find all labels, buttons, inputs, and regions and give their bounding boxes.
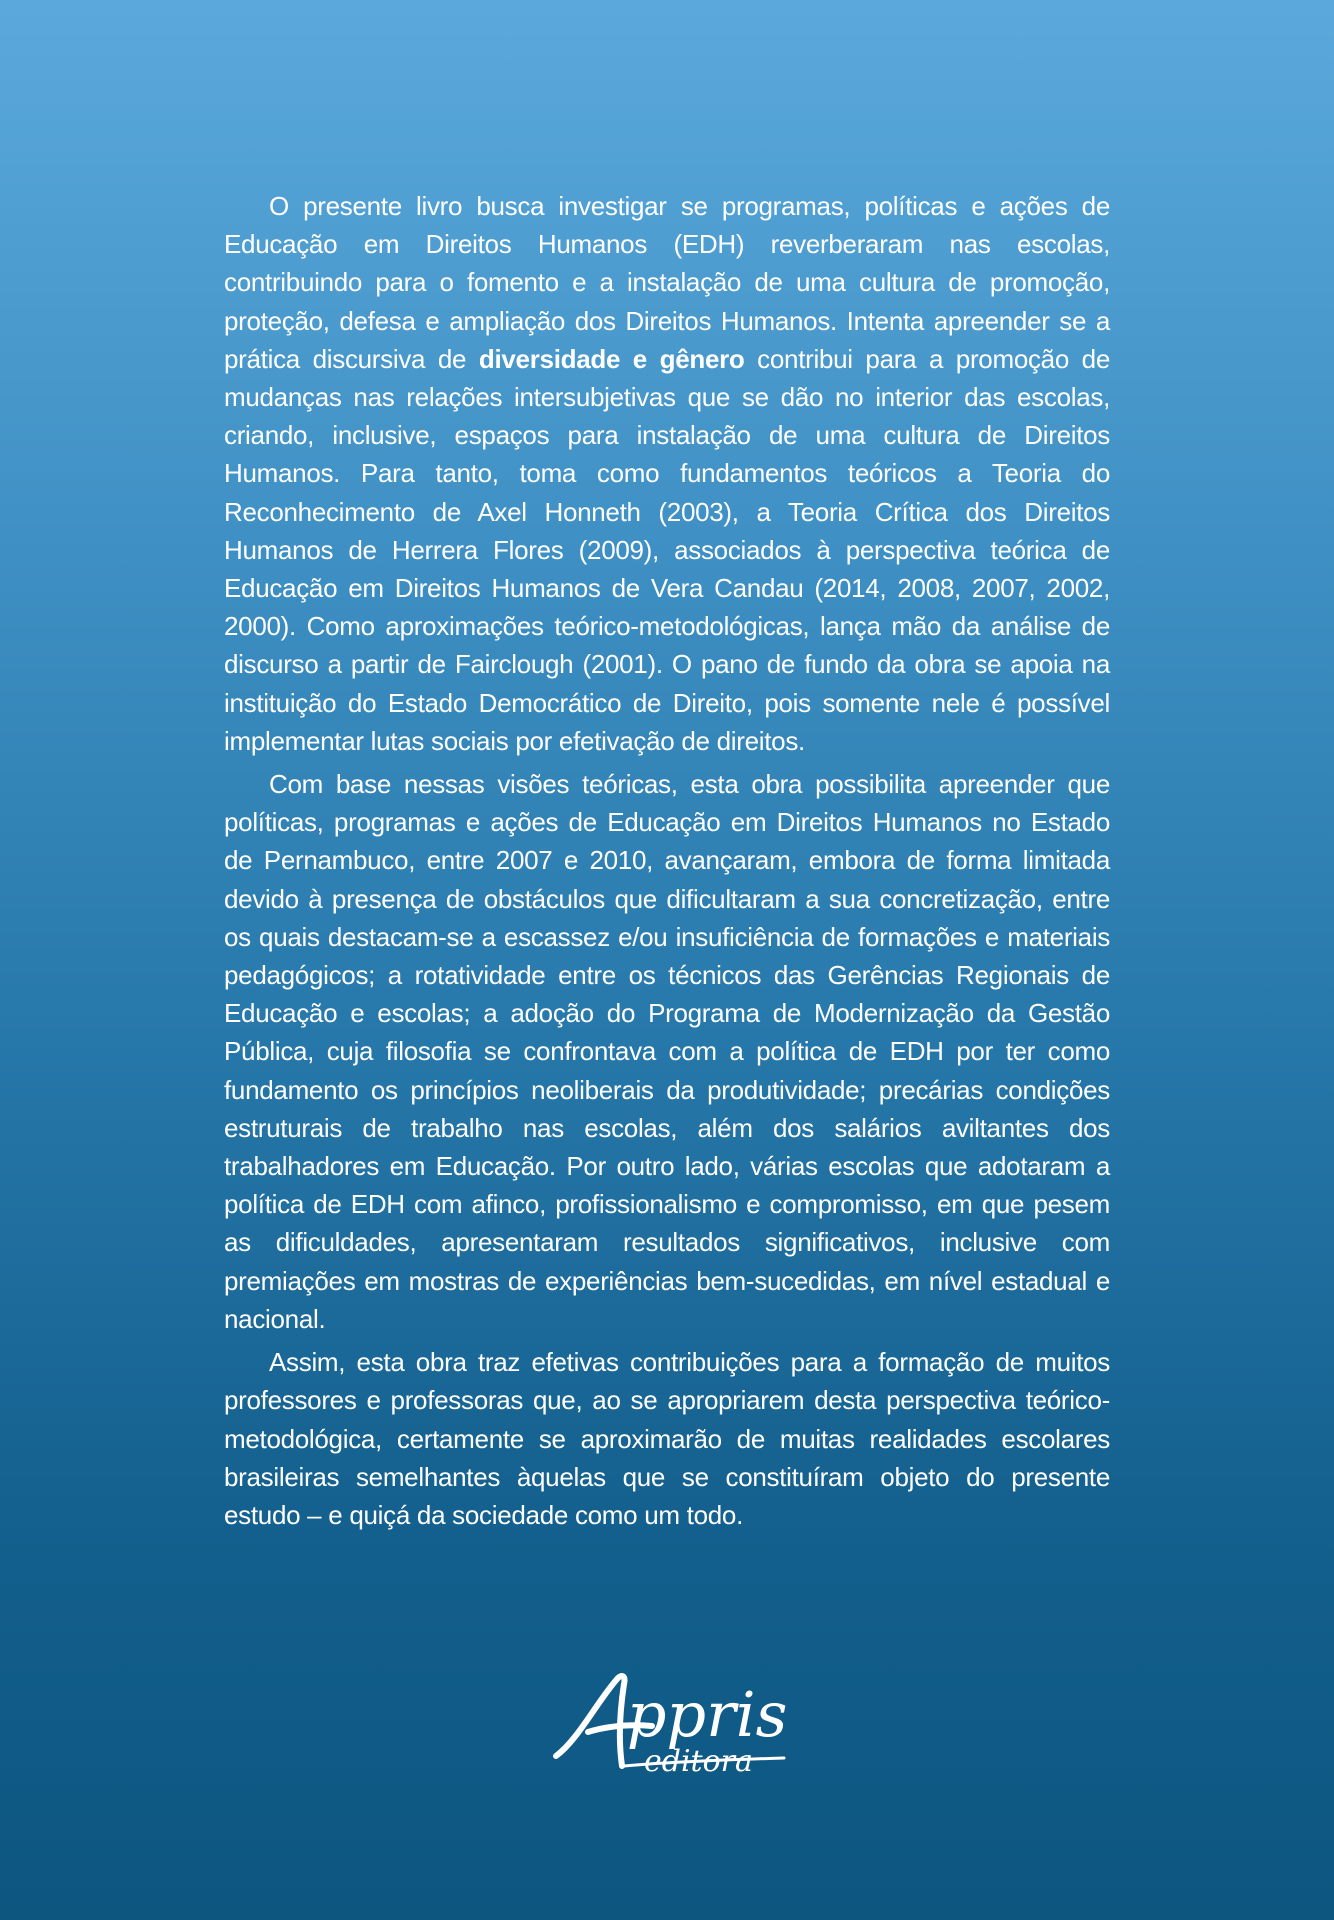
synopsis-text [224, 187, 1110, 1539]
paragraph-1-bold-phrase: diversidade e gênero [478, 343, 745, 374]
appris-editora-logo [548, 1670, 790, 1780]
synopsis-paragraph-2: Com base nessas visões teóricas, esta obra possibilita apreender que políticas, programas e ações de Educação em Direitos Humanos no Estado de Pernambuco, entre 2007 e 2010, avançaram, embora de forma limitada devido à presença de obstáculos que dificultaram a sua concretização, entre os quais destacam-se a escassez e/ou insuficiência de formações e materiais pedagógicos; a rotatividade entre os técnicos das Gerências Regionais de Educação e escolas; a adoção do Programa de Modernização da Gestão Pública, cuja filosofia se confrontava com a política de EDH por ter como fundamento os princípios neoliberais da produtividade; precárias condições estruturais de trabalho nas escolas, além dos salários aviltantes dos trabalhadores em Educação. Por outro lado, várias escolas que adotaram a política de EDH com afinco, profissionalismo e compromisso, em que pesem as dificuldades, apresentaram resultados significativos, inclusive com premiações em mostras de experiências bem-sucedidas, em nível estadual e nacional. [224, 769, 1110, 1334]
paragraph-1-text-end: contribui para a promoção de mudanças nas relações intersubjetivas que se dão no interior das escolas, criando, inclusive, espaços para instalação de uma cultura de Direitos Humanos. Para tanto, toma como fundamentos teóricos a Teoria do Reconhecimento de Axel Honneth (2003), a Teoria Crítica dos Direitos Humanos de Herrera Flores (2009), associados à perspectiva teórica de Educação em Direitos Humanos de Vera Candau (2014, 2008, 2007, 2002, 2000). Como aproximações teórico-metodológicas, lança mão da análise de discurso a partir de Fairclough (2001). O pano de fundo da obra se apoia na instituição do Estado Democrático de Direito, pois somente nele é possível implementar lutas sociais por efetivação de direitos. [224, 343, 1110, 756]
synopsis-paragraph-3: Assim, esta obra traz efetivas contribuições para a formação de muitos professores e professoras que, ao se apropriarem desta perspectiva teórico-metodológica, certamente se aproximarão de muitas realidades escolares brasileiras semelhantes àquelas que se constituíram objeto do presente estudo – e quiçá da sociedade como um todo. [224, 1347, 1110, 1530]
logo-wordmark: Appris [626, 1678, 788, 1751]
paragraph-1-text-start: O presente livro busca investigar se programas, políticas e ações de Educação em Direitos Humanos (EDH) reverberaram nas escolas, contribuindo para o fomento e a instalação de uma cultura de promoção, proteção, defesa e ampliação dos Direitos Humanos. Intenta apreender se a prática discursiva de [224, 191, 1110, 374]
logo-subtitle: editora [644, 1744, 753, 1779]
synopsis-paragraph-1 [224, 187, 1110, 760]
publisher-logo-graphic [548, 1670, 790, 1780]
